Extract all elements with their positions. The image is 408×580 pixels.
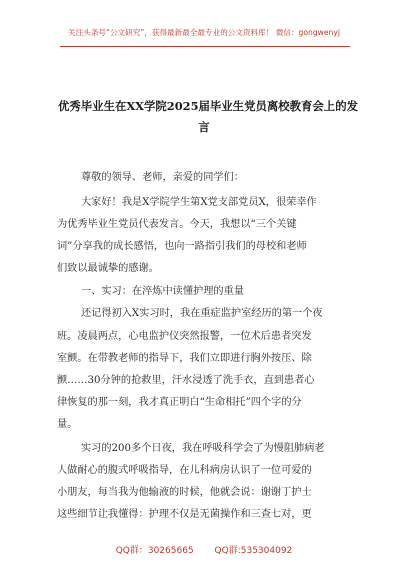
document-title-line-1: 优秀毕业生在XX学院2025届毕业生党员离校教育会上的发 — [58, 99, 358, 113]
footer-qq-group-2: QQ群:535304092 — [214, 546, 293, 556]
paragraph-line: 人做耐心的腹式呼吸指导，在儿科病房认识了一位可爱的 — [57, 465, 312, 476]
paragraph-line: 为优秀毕业生党员代表发言。今天，我想以“三个关键 — [57, 219, 297, 230]
salutation: 尊敬的领导、老师，亲爱的同学们： — [81, 172, 244, 183]
paragraph-line: 班。凌晨两点，心电监护仪突然报警，一位术后患者突发 — [57, 331, 312, 342]
header-divider — [60, 46, 350, 47]
paragraph-line: 们致以最诚挚的感谢。 — [57, 263, 159, 274]
footer-qq-group-1: QQ群：30265665 — [115, 546, 194, 556]
paragraph-line: 还记得初入X实习时，我在重症监护室经历的第一个夜 — [81, 308, 323, 319]
paragraph-line: 词”分享我的成长感悟，也向一路指引我们的母校和老师 — [57, 241, 307, 252]
paragraph-line: 律恢复的那一刻，我才真正明白“生命相托”四个字的分 — [57, 397, 302, 408]
paragraph-line: 颤……30分钟的抢救里，汗水浸透了洗手衣，直到患者心 — [57, 375, 315, 386]
paragraph-line: 实习的200多个日夜，我在呼吸科学会了为慢阻肺病老 — [81, 443, 325, 454]
section-heading: 一、实习：在淬炼中读懂护理的重量 — [81, 286, 244, 297]
paragraph-line: 小朋友，每当我为他输液的时候，他就会说：谢谢丁护士 — [57, 487, 312, 498]
paragraph-line: 量。 — [57, 419, 78, 430]
footer — [0, 543, 408, 556]
header-banner: 关注头条号“公文研究”，获得最新最全最专业的公文资料库！ 微信：gongwenyj — [68, 28, 340, 37]
paragraph-line: 室颤。在带教老师的指导下，我们立即进行胸外按压、除 — [57, 353, 312, 364]
paragraph-line: 大家好！我是X学院学生第X党支部党员X，很荣幸作 — [81, 197, 317, 208]
document-title-line-2: 言 — [198, 120, 210, 134]
paragraph-line: 这些细节让我懂得：护理不仅是无菌操作和三查七对，更 — [57, 509, 312, 520]
